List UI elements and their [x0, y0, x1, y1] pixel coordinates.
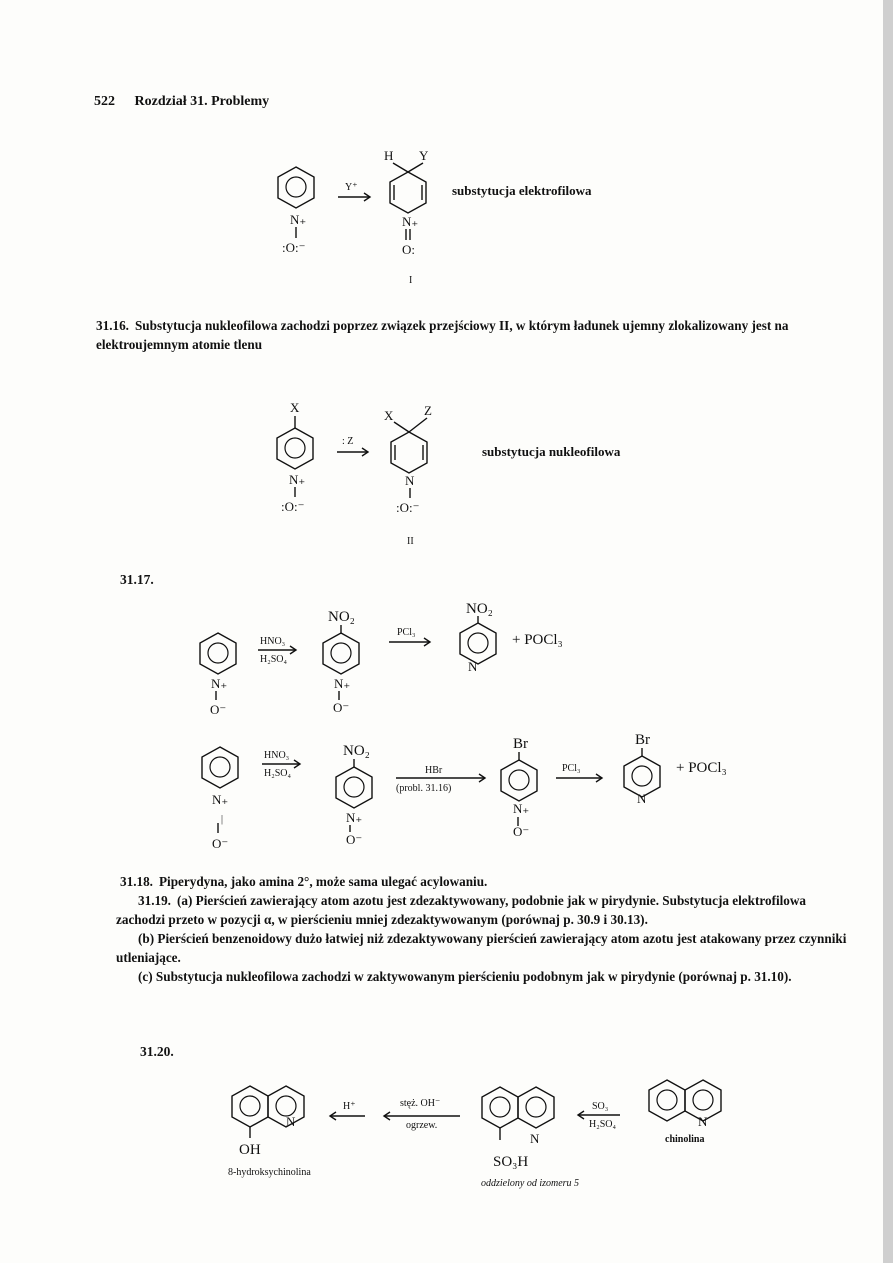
reagent-so3: SO₃ — [592, 1101, 609, 1112]
atom-o: O⁻ — [333, 700, 350, 715]
paragraph-text: Piperydyna, jako amina 2°, może sama ulegać acylowaniu. — [158, 874, 488, 889]
atom-n: N₊ — [212, 792, 229, 807]
atom-br: Br — [635, 732, 650, 748]
atom-n: N₊ — [346, 810, 363, 825]
paragraph-31-19-b: (b) Pierścień benzenoidowy dużo łatwiej niż zdezaktywowany pierścień zawierający atom azotu jest atakowany przez czynniki utleniające. — [116, 931, 847, 965]
intermediate-label: I — [409, 275, 413, 286]
pyridine-ring — [518, 1087, 554, 1128]
atom-n: N — [468, 659, 478, 674]
atom-o: O⁻ — [210, 702, 227, 717]
paragraph-31-19-c: (c) Substytucja nukleofilowa zachodzi w zaktywowanym pierścieniu podobnym jak w pirydynie (porównaj p. 31.10). — [138, 969, 792, 984]
benzene-ring — [482, 1087, 518, 1128]
atom-n: N₊ — [290, 212, 307, 227]
aromatic-circle — [490, 1097, 510, 1117]
aromatic-circle — [240, 1096, 260, 1116]
compound-note: oddzielony od izomeru 5 — [481, 1178, 580, 1189]
atom-n: N₊ — [402, 214, 419, 229]
page-number: 522 — [94, 94, 115, 109]
benzene-ring — [649, 1080, 685, 1121]
problem-number: 31.19. — [138, 893, 171, 908]
byproduct-pocl3: + POCl₃ — [512, 632, 563, 648]
atom-n: N — [530, 1131, 540, 1146]
reagent-y-plus: Y⁺ — [345, 182, 358, 193]
compound-name: 8-hydroksychinolina — [228, 1167, 311, 1178]
atom-o: :O:⁻ — [282, 240, 306, 255]
atom-o: O: — [402, 242, 415, 257]
aromatic-circle — [693, 1090, 713, 1110]
reagent-hno3: HNO₃ — [264, 750, 290, 761]
atom-n: N₊ — [289, 472, 306, 487]
group-so3h: SO₃H — [493, 1154, 529, 1170]
atom-h: H — [384, 148, 394, 163]
group-no2: NO₂ — [343, 743, 370, 759]
group-oh: OH — [239, 1142, 261, 1158]
atom-x: X — [290, 400, 300, 415]
reagent-oh-minus: stęż. OH⁻ — [400, 1098, 441, 1109]
reagent-heat: ogrzew. — [406, 1120, 438, 1131]
reagent-h2so4: H₂SO₄ — [260, 654, 287, 665]
paragraph-text: Substytucja nukleofilowa zachodzi poprzez związek przejściowy II, w którym ładunek ujemny zlokalizowany jest na elektroujemnym atomie tlenu — [96, 318, 789, 352]
reagent-hbr: HBr — [425, 765, 443, 776]
reagent-h2so4: H₂SO₄ — [589, 1119, 616, 1130]
bond-mark: | — [221, 814, 224, 825]
mechanism-label: substytucja nukleofilowa — [482, 444, 621, 459]
intermediate-label: II — [407, 536, 414, 547]
problem-number: 31.16. — [96, 318, 129, 333]
reagent-pcl3: PCl₃ — [397, 627, 416, 638]
atom-br: Br — [513, 736, 528, 752]
reagent-hno3: HNO₃ — [260, 636, 286, 647]
atom-o: :O:⁻ — [396, 500, 420, 515]
chapter-title: Rozdział 31. Problemy — [134, 94, 270, 109]
benzene-ring — [232, 1086, 268, 1127]
aromatic-circle — [276, 1096, 296, 1116]
atom-o: :O:⁻ — [281, 499, 305, 514]
atom-n: N₊ — [211, 676, 228, 691]
atom-x: X — [384, 408, 394, 423]
atom-o: O⁻ — [212, 836, 229, 851]
group-no2: NO₂ — [466, 601, 493, 617]
atom-n: N — [698, 1114, 708, 1129]
problem-number: 31.18. — [120, 874, 153, 889]
mechanism-label: substytucja elektrofilowa — [452, 183, 592, 198]
reagent-h-plus: H⁺ — [343, 1101, 356, 1112]
atom-y: Y — [419, 148, 429, 163]
atom-n: N₊ — [513, 801, 530, 816]
atom-n: N — [405, 473, 415, 488]
group-no2: NO₂ — [328, 609, 355, 625]
compound-name: chinolina — [665, 1134, 705, 1145]
aromatic-circle — [526, 1097, 546, 1117]
problem-31-17-number: 31.17. — [120, 572, 154, 587]
reagent-h2so4: H₂SO₄ — [264, 768, 291, 779]
atom-z: Z — [424, 403, 432, 418]
reagent-z: : Z — [342, 436, 354, 447]
reagent-note: (probl. 31.16) — [396, 783, 452, 794]
atom-n: N — [637, 791, 647, 806]
paragraph-text: (a) Pierścień zawierający atom azotu jest zdezaktywowany, podobnie jak w pirydynie. Substytucja elektrofilowa zachodzi przeto w pozycji α, w pierścieniu mniej zdezaktywowanym (porównaj p. 30.9 i 30.13). — [116, 893, 807, 927]
problem-31-20-number: 31.20. — [140, 1044, 174, 1059]
reagent-pcl3: PCl₃ — [562, 763, 581, 774]
atom-o: O⁻ — [513, 824, 530, 839]
atom-o: O⁻ — [346, 832, 363, 847]
atom-n: N₊ — [334, 676, 351, 691]
atom-n: N — [286, 1114, 296, 1129]
byproduct-pocl3: + POCl₃ — [676, 760, 727, 776]
aromatic-circle — [657, 1090, 677, 1110]
